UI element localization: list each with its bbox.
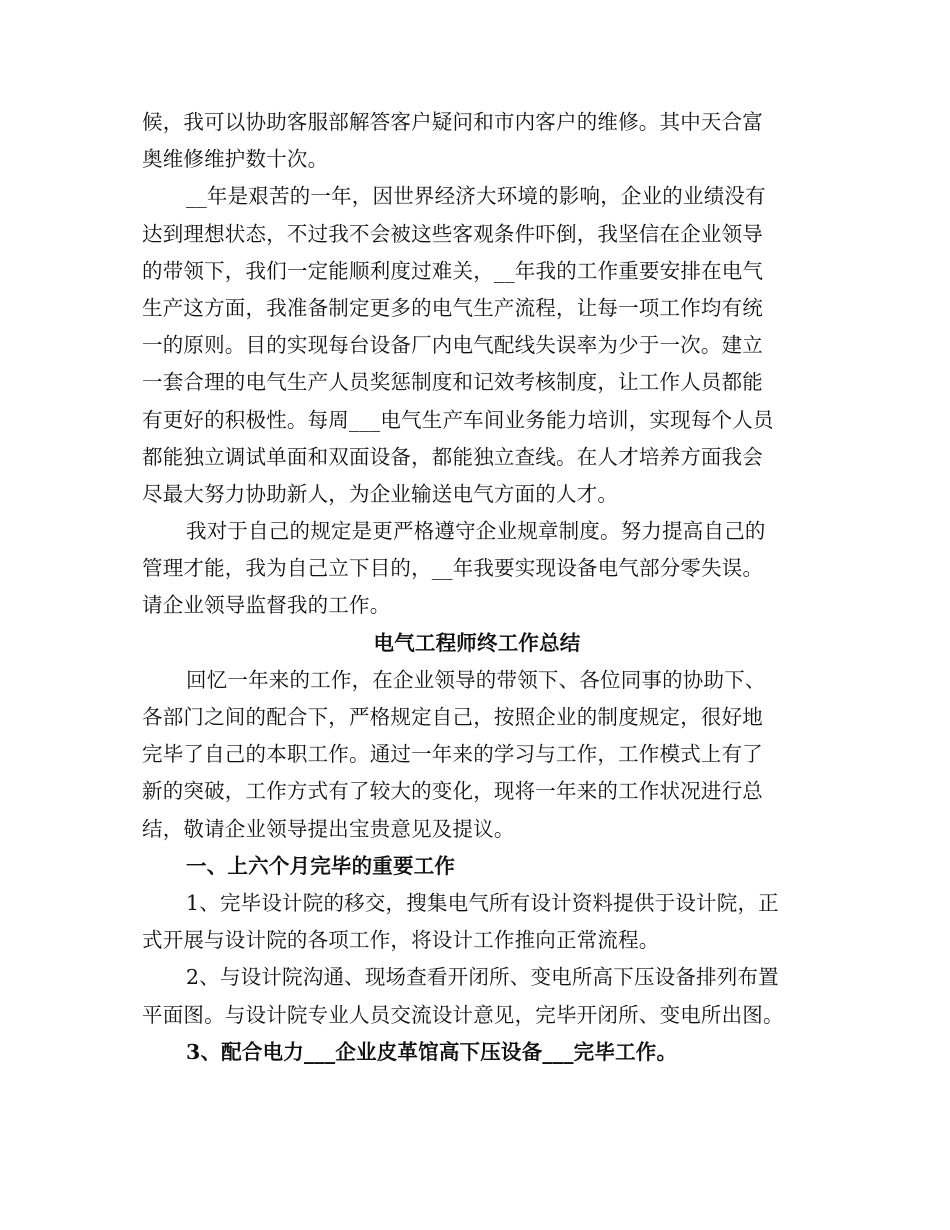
text-line: 平面图。与设计院专业人员交流设计意见，完毕开闭所、变电所出图。 bbox=[142, 1002, 784, 1027]
text-line: 奥维修维护数十次。 bbox=[142, 147, 329, 172]
section-title: 电气工程师终工作总结 bbox=[373, 630, 581, 655]
text-line: 都能独立调试单面和双面设备，都能独立查线。在人才培养方面我会 bbox=[142, 444, 763, 469]
paragraph-start: 我对于自己的规定是更严格遵守企业规章制度。努力提高自己的 bbox=[186, 519, 766, 544]
text-line: 式开展与设计院的各项工作，将设计工作推向正常流程。 bbox=[142, 928, 660, 953]
text-line: 一的原则。目的实现每台设备厂内电气配线失误率为少于一次。建立 bbox=[142, 333, 763, 358]
text-line: 达到理想状态，不过我不会被这些客观条件吓倒，我坚信在企业领导 bbox=[142, 221, 763, 246]
section-heading: 一、上六个月完毕的重要工作 bbox=[186, 853, 456, 878]
paragraph-start: __年是艰苦的一年，因世界经济大环境的影响，企业的业绩没有 bbox=[186, 184, 766, 209]
list-item-start: 1、完毕设计院的移交，搜集电气所有设计资料提供于设计院，正 bbox=[186, 890, 779, 915]
list-item-start: 2、与设计院沟通、现场查看开闭所、变电所高下压设备排列布置 bbox=[186, 965, 779, 990]
text-line: 的带领下，我们一定能顺利度过难关，__年我的工作重要安排在电气 bbox=[142, 258, 764, 283]
text-line: 管理才能，我为自己立下目的，__年我要实现设备电气部分零失误。 bbox=[142, 556, 764, 581]
text-line: 请企业领导监督我的工作。 bbox=[142, 593, 391, 618]
document-page bbox=[142, 104, 812, 1071]
list-item-start: 3、配合电力___企业皮革馆高下压设备___完毕工作。 bbox=[186, 1039, 678, 1064]
text-line: 各部门之间的配合下，严格规定自己，按照企业的制度规定，很好地 bbox=[142, 705, 763, 729]
text-line: 一套合理的电气生产人员奖惩制度和记效考核制度，让工作人员都能 bbox=[142, 370, 763, 395]
text-line: 有更好的积极性。每周___电气生产车间业务能力培训，实现每个人员 bbox=[142, 407, 774, 432]
paragraph-start: 回忆一年来的工作，在企业领导的带领下、各位同事的协助下、 bbox=[186, 667, 766, 692]
text-line: 候，我可以协助客服部解答客户疑问和市内客户的维修。其中天合富 bbox=[142, 110, 763, 134]
text-line: 结，敬请企业领导提出宝贵意见及提议。 bbox=[142, 816, 515, 841]
text-line: 新的突破，工作方式有了较大的变化，现将一年来的工作状况进行总 bbox=[142, 779, 763, 804]
text-line: 尽最大努力协助新人，为企业输送电气方面的人才。 bbox=[142, 481, 619, 506]
text-line: 完毕了自己的本职工作。通过一年来的学习与工作，工作模式上有了 bbox=[142, 742, 763, 767]
text-line: 生产这方面，我准备制定更多的电气生产流程，让每一项工作均有统 bbox=[142, 295, 763, 320]
